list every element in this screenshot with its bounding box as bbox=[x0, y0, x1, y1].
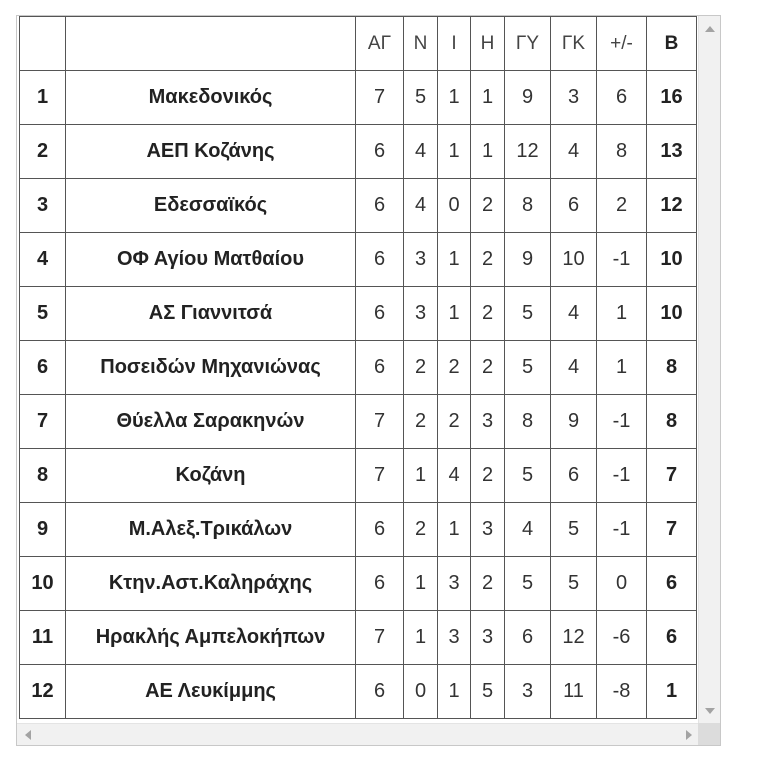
draws-cell: 2 bbox=[438, 395, 471, 449]
goals-against-cell: 6 bbox=[551, 179, 597, 233]
points-cell: 10 bbox=[647, 233, 697, 287]
position-cell: 6 bbox=[20, 341, 66, 395]
losses-cell: 3 bbox=[471, 611, 505, 665]
points-cell: 8 bbox=[647, 395, 697, 449]
team-name-cell: Ποσειδών Μηχανιώνας bbox=[66, 341, 356, 395]
table-row bbox=[20, 395, 697, 449]
team-name-cell: Κοζάνη bbox=[66, 449, 356, 503]
draws-cell: 2 bbox=[438, 341, 471, 395]
table-row bbox=[20, 611, 697, 665]
goals-against-cell: 9 bbox=[551, 395, 597, 449]
points-cell: 6 bbox=[647, 557, 697, 611]
draws-cell: 1 bbox=[438, 503, 471, 557]
losses-cell: 2 bbox=[471, 233, 505, 287]
arrow-down-icon[interactable] bbox=[705, 708, 715, 714]
draws-cell: 1 bbox=[438, 233, 471, 287]
goal-difference-cell: 8 bbox=[597, 125, 647, 179]
goal-difference-cell: -1 bbox=[597, 449, 647, 503]
team-name-cell: ΑΣ Γιαννιτσά bbox=[66, 287, 356, 341]
position-cell: 1 bbox=[20, 71, 66, 125]
header-cell-ag: ΑΓ bbox=[356, 17, 404, 71]
points-cell: 7 bbox=[647, 503, 697, 557]
position-cell: 2 bbox=[20, 125, 66, 179]
position-cell: 7 bbox=[20, 395, 66, 449]
games-played-cell: 7 bbox=[356, 449, 404, 503]
goals-against-cell: 6 bbox=[551, 449, 597, 503]
goals-against-cell: 4 bbox=[551, 287, 597, 341]
goals-for-cell: 8 bbox=[505, 179, 551, 233]
draws-cell: 3 bbox=[438, 557, 471, 611]
losses-cell: 2 bbox=[471, 179, 505, 233]
table-row bbox=[20, 233, 697, 287]
wins-cell: 2 bbox=[404, 341, 438, 395]
vertical-scrollbar[interactable] bbox=[698, 16, 720, 724]
header-cell-pos bbox=[20, 17, 66, 71]
draws-cell: 1 bbox=[438, 665, 471, 719]
games-played-cell: 6 bbox=[356, 341, 404, 395]
games-played-cell: 6 bbox=[356, 233, 404, 287]
goals-against-cell: 4 bbox=[551, 341, 597, 395]
position-cell: 3 bbox=[20, 179, 66, 233]
team-name-cell: Μακεδονικός bbox=[66, 71, 356, 125]
position-cell: 9 bbox=[20, 503, 66, 557]
goal-difference-cell: -8 bbox=[597, 665, 647, 719]
goals-against-cell: 10 bbox=[551, 233, 597, 287]
goals-against-cell: 11 bbox=[551, 665, 597, 719]
table-row bbox=[20, 557, 697, 611]
points-cell: 16 bbox=[647, 71, 697, 125]
points-cell: 13 bbox=[647, 125, 697, 179]
goal-difference-cell: 1 bbox=[597, 341, 647, 395]
scrollbar-corner bbox=[698, 723, 720, 745]
wins-cell: 0 bbox=[404, 665, 438, 719]
team-name-cell: Κτην.Αστ.Καληράχης bbox=[66, 557, 356, 611]
losses-cell: 2 bbox=[471, 449, 505, 503]
team-name-cell: Εδεσσαϊκός bbox=[66, 179, 356, 233]
goals-against-cell: 3 bbox=[551, 71, 597, 125]
table-row bbox=[20, 449, 697, 503]
header-cell-h: Η bbox=[471, 17, 505, 71]
table-row bbox=[20, 71, 697, 125]
arrow-up-icon[interactable] bbox=[705, 26, 715, 32]
header-cell-gk: ΓΚ bbox=[551, 17, 597, 71]
points-cell: 7 bbox=[647, 449, 697, 503]
header-cell-points: Β bbox=[647, 17, 697, 71]
games-played-cell: 7 bbox=[356, 395, 404, 449]
header-cell-gy: ΓΥ bbox=[505, 17, 551, 71]
points-cell: 1 bbox=[647, 665, 697, 719]
wins-cell: 2 bbox=[404, 503, 438, 557]
wins-cell: 3 bbox=[404, 233, 438, 287]
goal-difference-cell: -1 bbox=[597, 233, 647, 287]
position-cell: 4 bbox=[20, 233, 66, 287]
position-cell: 11 bbox=[20, 611, 66, 665]
draws-cell: 0 bbox=[438, 179, 471, 233]
games-played-cell: 6 bbox=[356, 503, 404, 557]
wins-cell: 1 bbox=[404, 611, 438, 665]
wins-cell: 1 bbox=[404, 449, 438, 503]
losses-cell: 2 bbox=[471, 557, 505, 611]
header-row bbox=[20, 17, 697, 71]
points-cell: 10 bbox=[647, 287, 697, 341]
team-name-cell: ΑΕ Λευκίμμης bbox=[66, 665, 356, 719]
header-cell-i: Ι bbox=[438, 17, 471, 71]
games-played-cell: 6 bbox=[356, 665, 404, 719]
games-played-cell: 6 bbox=[356, 125, 404, 179]
goals-for-cell: 9 bbox=[505, 233, 551, 287]
losses-cell: 3 bbox=[471, 503, 505, 557]
standings-table bbox=[19, 16, 697, 719]
draws-cell: 3 bbox=[438, 611, 471, 665]
draws-cell: 1 bbox=[438, 125, 471, 179]
goals-for-cell: 9 bbox=[505, 71, 551, 125]
goals-for-cell: 3 bbox=[505, 665, 551, 719]
points-cell: 6 bbox=[647, 611, 697, 665]
losses-cell: 2 bbox=[471, 341, 505, 395]
goals-against-cell: 12 bbox=[551, 611, 597, 665]
wins-cell: 4 bbox=[404, 179, 438, 233]
points-cell: 12 bbox=[647, 179, 697, 233]
table-row bbox=[20, 125, 697, 179]
team-name-cell: Μ.Αλεξ.Τρικάλων bbox=[66, 503, 356, 557]
draws-cell: 1 bbox=[438, 71, 471, 125]
games-played-cell: 7 bbox=[356, 611, 404, 665]
position-cell: 8 bbox=[20, 449, 66, 503]
wins-cell: 2 bbox=[404, 395, 438, 449]
team-name-cell: Θύελλα Σαρακηνών bbox=[66, 395, 356, 449]
draws-cell: 1 bbox=[438, 287, 471, 341]
losses-cell: 1 bbox=[471, 71, 505, 125]
goals-for-cell: 5 bbox=[505, 287, 551, 341]
goals-for-cell: 5 bbox=[505, 557, 551, 611]
games-played-cell: 6 bbox=[356, 287, 404, 341]
table-row bbox=[20, 341, 697, 395]
table-row bbox=[20, 665, 697, 719]
goal-difference-cell: 0 bbox=[597, 557, 647, 611]
position-cell: 10 bbox=[20, 557, 66, 611]
header-cell-team bbox=[66, 17, 356, 71]
table-row bbox=[20, 287, 697, 341]
losses-cell: 3 bbox=[471, 395, 505, 449]
goals-for-cell: 6 bbox=[505, 611, 551, 665]
goals-for-cell: 12 bbox=[505, 125, 551, 179]
position-cell: 5 bbox=[20, 287, 66, 341]
goals-for-cell: 8 bbox=[505, 395, 551, 449]
arrow-right-icon[interactable] bbox=[686, 730, 692, 740]
position-cell: 12 bbox=[20, 665, 66, 719]
goal-difference-cell: -6 bbox=[597, 611, 647, 665]
wins-cell: 5 bbox=[404, 71, 438, 125]
goals-against-cell: 4 bbox=[551, 125, 597, 179]
goals-for-cell: 5 bbox=[505, 449, 551, 503]
team-name-cell: ΑΕΠ Κοζάνης bbox=[66, 125, 356, 179]
header-cell-n: Ν bbox=[404, 17, 438, 71]
goals-against-cell: 5 bbox=[551, 557, 597, 611]
points-cell: 8 bbox=[647, 341, 697, 395]
games-played-cell: 6 bbox=[356, 179, 404, 233]
wins-cell: 1 bbox=[404, 557, 438, 611]
goal-difference-cell: -1 bbox=[597, 395, 647, 449]
table-row bbox=[20, 503, 697, 557]
team-name-cell: ΟΦ Αγίου Ματθαίου bbox=[66, 233, 356, 287]
wins-cell: 3 bbox=[404, 287, 438, 341]
draws-cell: 4 bbox=[438, 449, 471, 503]
games-played-cell: 7 bbox=[356, 71, 404, 125]
table-row bbox=[20, 179, 697, 233]
goals-against-cell: 5 bbox=[551, 503, 597, 557]
games-played-cell: 6 bbox=[356, 557, 404, 611]
goal-difference-cell: 2 bbox=[597, 179, 647, 233]
goal-difference-cell: 1 bbox=[597, 287, 647, 341]
losses-cell: 1 bbox=[471, 125, 505, 179]
horizontal-scrollbar[interactable] bbox=[17, 723, 700, 745]
goal-difference-cell: 6 bbox=[597, 71, 647, 125]
wins-cell: 4 bbox=[404, 125, 438, 179]
goal-difference-cell: -1 bbox=[597, 503, 647, 557]
goals-for-cell: 5 bbox=[505, 341, 551, 395]
arrow-left-icon[interactable] bbox=[25, 730, 31, 740]
losses-cell: 5 bbox=[471, 665, 505, 719]
goals-for-cell: 4 bbox=[505, 503, 551, 557]
standings-table-container bbox=[16, 15, 721, 746]
team-name-cell: Ηρακλής Αμπελοκήπων bbox=[66, 611, 356, 665]
header-cell-diff: +/- bbox=[597, 17, 647, 71]
losses-cell: 2 bbox=[471, 287, 505, 341]
